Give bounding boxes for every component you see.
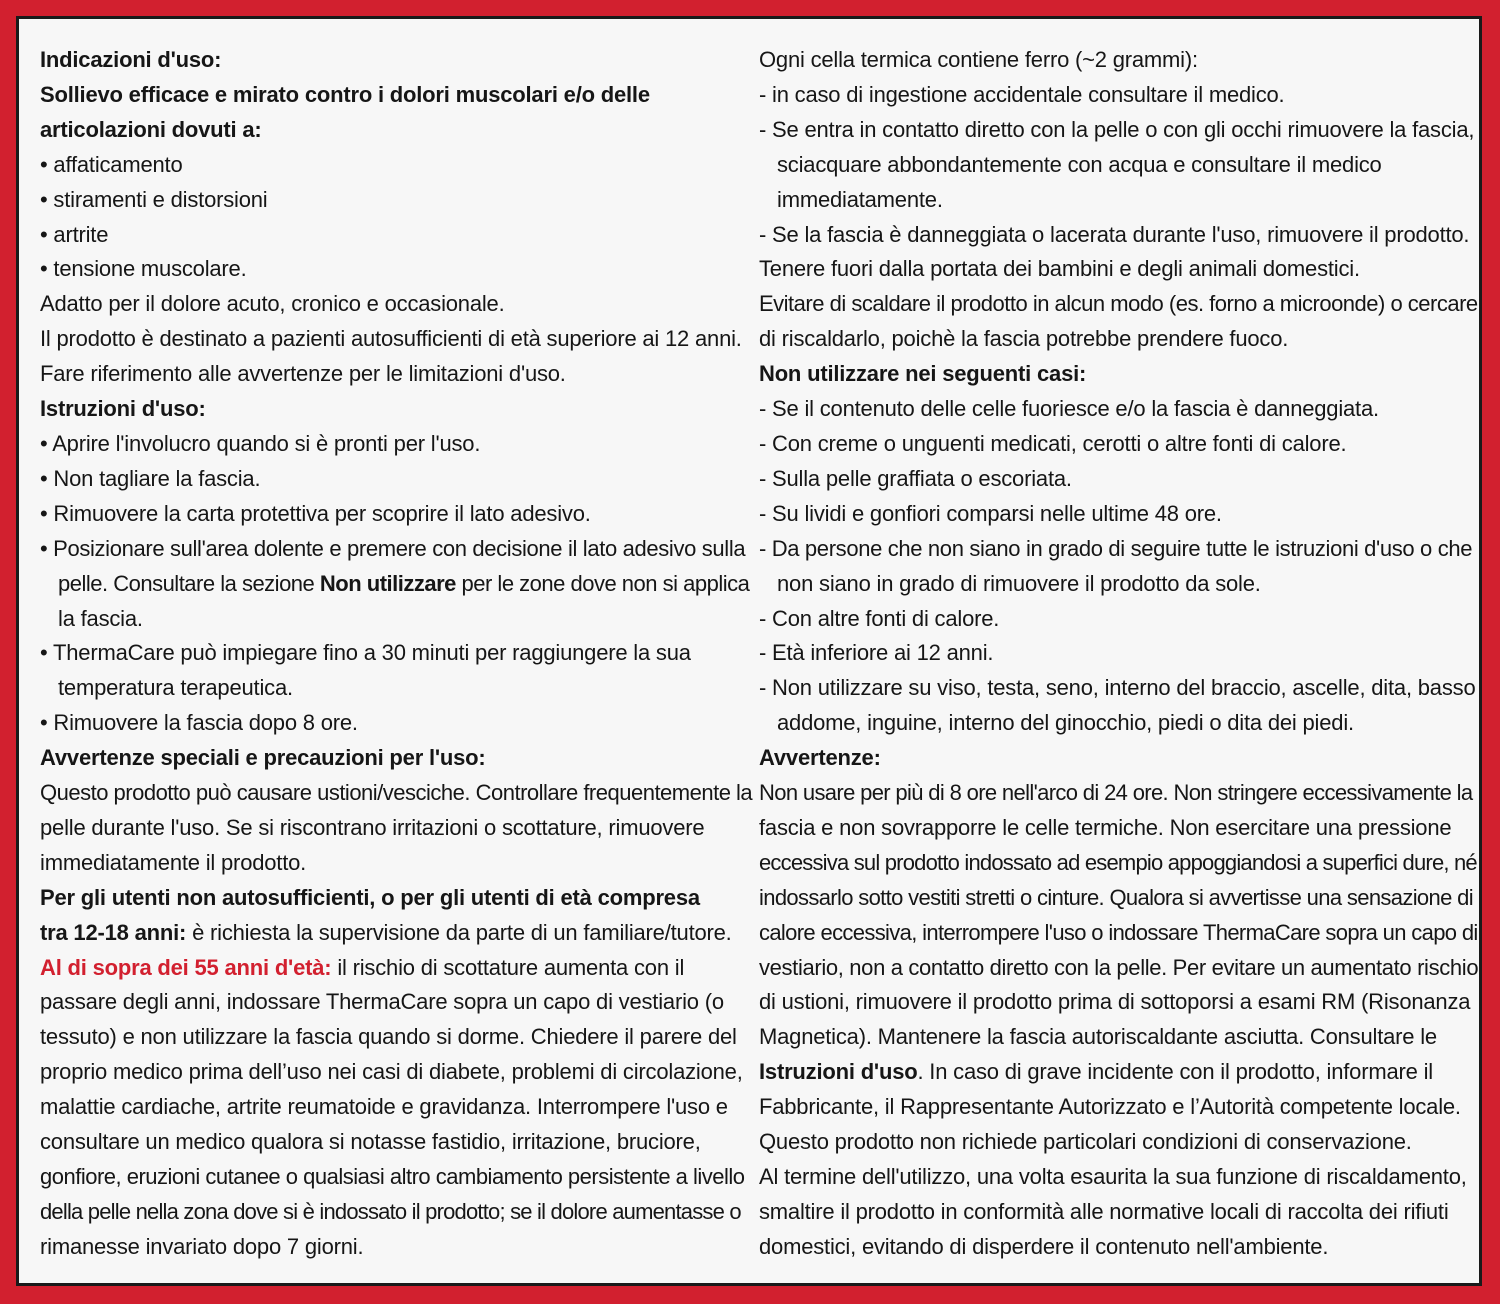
text-segment: Evitare di scaldare il prodotto in alcun modo (es. forno a microonde) o cercare (759, 291, 1478, 317)
text-segment: immediatamente. (777, 186, 943, 212)
text-line (759, 671, 1479, 706)
text-segment: immediatamente il prodotto. (40, 849, 307, 875)
text-segment: Non utilizzare (319, 570, 456, 596)
text-line (759, 602, 1479, 637)
text-line (40, 43, 752, 78)
text-segment: fascia e non sovrapporre le celle termiche. Non esercitare una pressione (759, 814, 1452, 840)
text-segment: eccessiva sul prodotto indossato ad esempio appoggiandosi a superfici dure, né (759, 849, 1477, 875)
text-line (40, 1195, 752, 1230)
text-line (759, 846, 1479, 881)
text-segment: di ustioni, rimuovere il prodotto prima di sottoporsi a esami RM (Risonanza (759, 989, 1471, 1015)
text-segment: Avvertenze speciali e precauzioni per l'uso: (40, 745, 486, 771)
text-line (759, 881, 1479, 916)
text-segment: • affaticamento (40, 151, 183, 177)
text-line (40, 78, 752, 113)
text-segment: • Rimuovere la carta protettiva per scoprire il lato adesivo. (40, 500, 591, 526)
text-line (759, 287, 1479, 322)
text-line (759, 776, 1479, 811)
text-segment: Indicazioni d'uso: (40, 47, 222, 72)
text-line (759, 532, 1479, 567)
text-line (40, 462, 752, 497)
text-line (759, 1160, 1479, 1195)
text-line (40, 846, 752, 881)
text-segment: - Da persone che non siano in grado di seguire tutte le istruzioni d'uso o che (759, 535, 1473, 561)
text-segment: è richiesta la supervisione da parte di un familiare/tutore. (186, 919, 732, 945)
text-segment: addome, inguine, interno del ginocchio, piedi o dita dei piedi. (777, 710, 1354, 736)
text-line (40, 1055, 752, 1090)
text-segment: - Con creme o unguenti medicati, cerotti o altre fonti di calore. (759, 430, 1347, 456)
text-segment: • tensione muscolare. (40, 256, 247, 282)
text-segment: . In caso di grave incidente con il prodotto, informare il (917, 1059, 1433, 1085)
text-segment: - Se il contenuto delle celle fuoriesce e/o la fascia è danneggiata. (759, 396, 1379, 422)
text-segment: della pelle nella zona dove si è indossato il prodotto; se il dolore aumentasse o (40, 1198, 741, 1224)
text-segment: Istruzioni d'uso: (40, 396, 206, 422)
text-segment: Per gli utenti non autosufficienti, o per gli utenti di età compresa (40, 884, 700, 910)
text-segment: Questo prodotto non richiede particolari condizioni di conservazione. (759, 1129, 1412, 1155)
text-line (40, 357, 752, 392)
text-line (759, 78, 1479, 113)
text-line (759, 1090, 1479, 1125)
text-segment: • Aprire l'involucro quando si è pronti per l'uso. (40, 430, 481, 456)
text-line (759, 1125, 1479, 1160)
text-line (759, 951, 1479, 986)
text-segment: il rischio di scottature aumenta con il (331, 954, 685, 980)
text-segment: tessuto) e non utilizzare la fascia quando si dorme. Chiedere il parere del (40, 1024, 737, 1050)
text-segment: Il prodotto è destinato a pazienti autosufficienti di età superiore ai 12 anni. (40, 326, 742, 352)
text-line (759, 1195, 1479, 1230)
text-line (759, 567, 1479, 602)
text-line (759, 1230, 1479, 1265)
text-line (40, 811, 752, 846)
text-segment: Magnetica). Mantenere la fascia autoriscaldante asciutta. Consultare le (759, 1024, 1437, 1050)
text-segment: • stiramenti e distorsioni (40, 186, 268, 212)
text-line (759, 706, 1479, 741)
text-line (759, 218, 1479, 253)
text-line (40, 1125, 752, 1160)
text-line (759, 462, 1479, 497)
text-segment: Sollievo efficace e mirato contro i dolori muscolari e/o delle (40, 81, 650, 107)
text-line (40, 322, 752, 357)
text-line (40, 916, 752, 951)
text-line (759, 1020, 1479, 1055)
text-line (40, 602, 752, 637)
text-segment: passare degli anni, indossare ThermaCare sopra un capo di vestiario (o (40, 989, 724, 1015)
text-segment: indossarlo sotto vestiti stretti o cinture. Qualora si avvertisse una sensazione di (759, 884, 1473, 910)
text-segment: - Se la fascia è danneggiata o lacerata durante l'uso, rimuovere il prodotto. (759, 221, 1470, 247)
text-segment: Questo prodotto può causare ustioni/vesciche. Controllare frequentemente la (40, 780, 753, 806)
text-line (759, 636, 1479, 671)
text-segment: - Su lividi e gonfiori comparsi nelle ultime 48 ore. (759, 500, 1222, 526)
text-segment: tra 12-18 anni: (40, 919, 187, 945)
text-segment: Non utilizzare nei seguenti casi: (759, 361, 1087, 387)
text-segment: - Se entra in contatto diretto con la pelle o con gli occhi rimuovere la fascia, (759, 116, 1475, 142)
text-line (40, 497, 752, 532)
text-line (40, 113, 752, 148)
text-line (759, 985, 1479, 1020)
text-segment: • Rimuovere la fascia dopo 8 ore. (40, 710, 358, 736)
text-segment: Al di sopra dei 55 anni d'età: (40, 954, 332, 980)
text-segment: la fascia. (58, 605, 143, 631)
text-line (759, 427, 1479, 462)
text-line (40, 985, 752, 1020)
text-segment: non siano in grado di rimuovere il prodotto da sole. (777, 570, 1261, 596)
text-line (759, 811, 1479, 846)
text-line (759, 916, 1479, 951)
text-line (40, 1020, 752, 1055)
text-segment: - Con altre fonti di calore. (759, 605, 1000, 631)
text-line (40, 741, 752, 776)
text-line (40, 148, 752, 183)
left-column (40, 43, 752, 1265)
text-line (759, 252, 1479, 287)
text-segment: domestici, evitando di disperdere il contenuto nell'ambiente. (759, 1233, 1329, 1259)
text-segment: sciacquare abbondantemente con acqua e consultare il medico (777, 151, 1382, 177)
text-segment: Tenere fuori dalla portata dei bambini e degli animali domestici. (759, 256, 1360, 282)
text-line (40, 287, 752, 322)
text-segment: rimanesse invariato dopo 7 giorni. (40, 1233, 364, 1259)
text-line (759, 113, 1479, 148)
text-segment: • Posizionare sull'area dolente e premere con decisione il lato adesivo sulla (40, 535, 746, 561)
text-segment: Non usare per più di 8 ore nell'arco di 24 ore. Non stringere eccessivamente la (759, 780, 1473, 806)
text-line (40, 1090, 752, 1125)
text-segment: Avvertenze: (759, 745, 881, 771)
text-segment: Al termine dell'utilizzo, una volta esaurita la sua funzione di riscaldamento, (759, 1164, 1467, 1189)
text-line (40, 532, 752, 567)
text-line (759, 741, 1479, 776)
text-line (40, 392, 752, 427)
text-segment: - Non utilizzare su viso, testa, seno, interno del braccio, ascelle, dita, basso (759, 675, 1476, 701)
text-segment: consultare un medico qualora si notasse fastidio, irritazione, bruciore, (40, 1129, 701, 1155)
text-segment: calore eccessiva, interrompere l'uso o indossare ThermaCare sopra un capo di (759, 919, 1478, 945)
text-segment: - Sulla pelle graffiata o escoriata. (759, 465, 1072, 491)
text-segment: vestiario, non a contatto diretto con la pelle. Per evitare un aumentato rischio (759, 954, 1479, 980)
text-segment: malattie cardiache, artrite reumatoide e gravidanza. Interrompere l'uso e (40, 1094, 728, 1120)
leaflet-panel (16, 16, 1482, 1286)
text-segment: - Età inferiore ai 12 anni. (759, 640, 994, 666)
text-segment: • artrite (40, 221, 109, 247)
text-line (759, 43, 1479, 78)
text-segment: pelle durante l'uso. Se si riscontrano irritazioni o scottature, rimuovere (40, 814, 705, 840)
text-segment: proprio medico prima dell’uso nei casi di diabete, problemi di circolazione, (40, 1059, 743, 1085)
text-line (759, 357, 1479, 392)
text-line (40, 218, 752, 253)
text-line (40, 776, 752, 811)
text-line (759, 148, 1479, 183)
right-column (759, 43, 1479, 1265)
text-line (40, 706, 752, 741)
text-line (759, 1055, 1479, 1090)
text-line (40, 671, 752, 706)
text-segment: - in caso di ingestione accidentale consultare il medico. (759, 81, 1285, 107)
text-line (759, 497, 1479, 532)
text-line (40, 252, 752, 287)
text-segment: Ogni cella termica contiene ferro (~2 grammi): (759, 47, 1198, 72)
text-line (40, 951, 752, 986)
text-line (759, 322, 1479, 357)
text-segment: gonfiore, eruzioni cutanee o qualsiasi altro cambiamento persistente a livello (40, 1164, 745, 1189)
text-line (40, 636, 752, 671)
text-segment: pelle. Consultare la sezione (58, 570, 320, 596)
text-line (40, 881, 752, 916)
text-line (759, 183, 1479, 218)
text-segment: smaltire il prodotto in conformità alle normative locali di raccolta dei rifiuti (759, 1198, 1449, 1224)
text-segment: • ThermaCare può impiegare fino a 30 minuti per raggiungere la sua (40, 640, 691, 666)
text-line (40, 1160, 752, 1195)
text-segment: di riscaldarlo, poichè la fascia potrebbe prendere fuoco. (759, 326, 1289, 352)
text-segment: temperatura terapeutica. (58, 675, 293, 701)
text-line (40, 183, 752, 218)
text-segment: Fabbricante, il Rappresentante Autorizzato e l’Autorità competente locale. (759, 1094, 1461, 1120)
text-segment: Fare riferimento alle avvertenze per le limitazioni d'uso. (40, 361, 566, 387)
text-line (40, 1230, 752, 1265)
text-line (40, 567, 752, 602)
text-segment: • Non tagliare la fascia. (40, 465, 261, 491)
text-line (759, 392, 1479, 427)
text-line (40, 427, 752, 462)
text-segment: articolazioni dovuti a: (40, 116, 262, 142)
text-segment: Adatto per il dolore acuto, cronico e occasionale. (40, 291, 505, 317)
text-segment: per le zone dove non si applica (455, 570, 750, 596)
text-segment: Istruzioni d'uso (759, 1059, 918, 1085)
